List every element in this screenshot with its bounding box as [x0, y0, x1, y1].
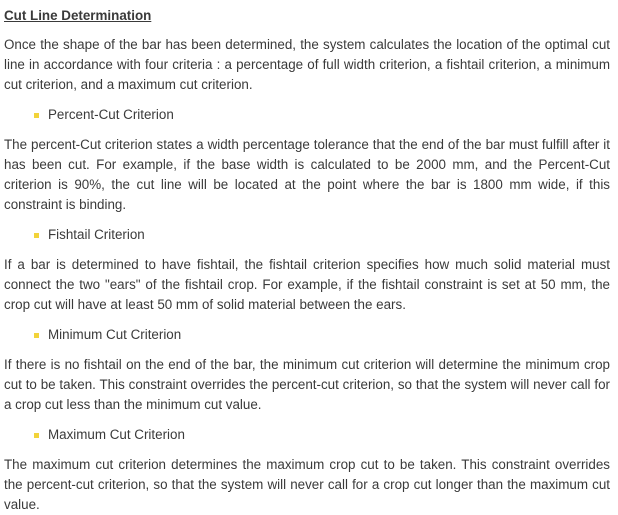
bullet-label: Percent-Cut Criterion	[48, 107, 174, 122]
square-bullet-icon	[34, 433, 39, 438]
bullet-minimum-cut	[34, 325, 610, 345]
bullet-maximum-cut	[34, 425, 610, 445]
square-bullet-icon	[34, 233, 39, 238]
maximum-cut-paragraph: The maximum cut criterion determines the maximum crop cut to be taken. This constraint overrides the percent-cut criterion, so that the system will never call for a crop cut longer than the maximum cut value.	[4, 457, 610, 512]
bullet-label: Maximum Cut Criterion	[48, 427, 185, 442]
bullet-label: Fishtail Criterion	[48, 227, 145, 242]
bullet-percent-cut	[34, 105, 610, 125]
section-heading: Cut Line Determination	[4, 8, 152, 23]
square-bullet-icon	[34, 333, 39, 338]
square-bullet-icon	[34, 113, 39, 118]
fishtail-paragraph: If a bar is determined to have fishtail, the fishtail criterion specifies how much solid material must connect the two "ears" of the fishtail crop. For example, if the fishtail constraint is set at 50 mm, the crop cut will have at least 50 mm of solid material between the ears.	[4, 257, 610, 312]
bullet-fishtail	[34, 225, 610, 245]
intro-paragraph: Once the shape of the bar has been determined, the system calculates the location of the optimal cut line in accordance with four criteria : a percentage of full width criterion, a fishtail criterion, a minimum cut criterion, and a maximum cut criterion.	[4, 37, 610, 92]
bullet-label: Minimum Cut Criterion	[48, 327, 182, 342]
minimum-cut-paragraph: If there is no fishtail on the end of the bar, the minimum cut criterion will determine the minimum crop cut to be taken. This constraint overrides the percent-cut criterion, so that the system will never call for a crop cut less than the minimum cut value.	[4, 357, 610, 412]
percent-cut-paragraph: The percent-Cut criterion states a width percentage tolerance that the end of the bar must fulfill after it has been cut. For example, if the base width is calculated to be 2000 mm, and the Percent-Cut criterion is 90%, the cut line will be located at the point where the bar is 1800 mm wide, if this constraint is binding.	[4, 137, 610, 212]
